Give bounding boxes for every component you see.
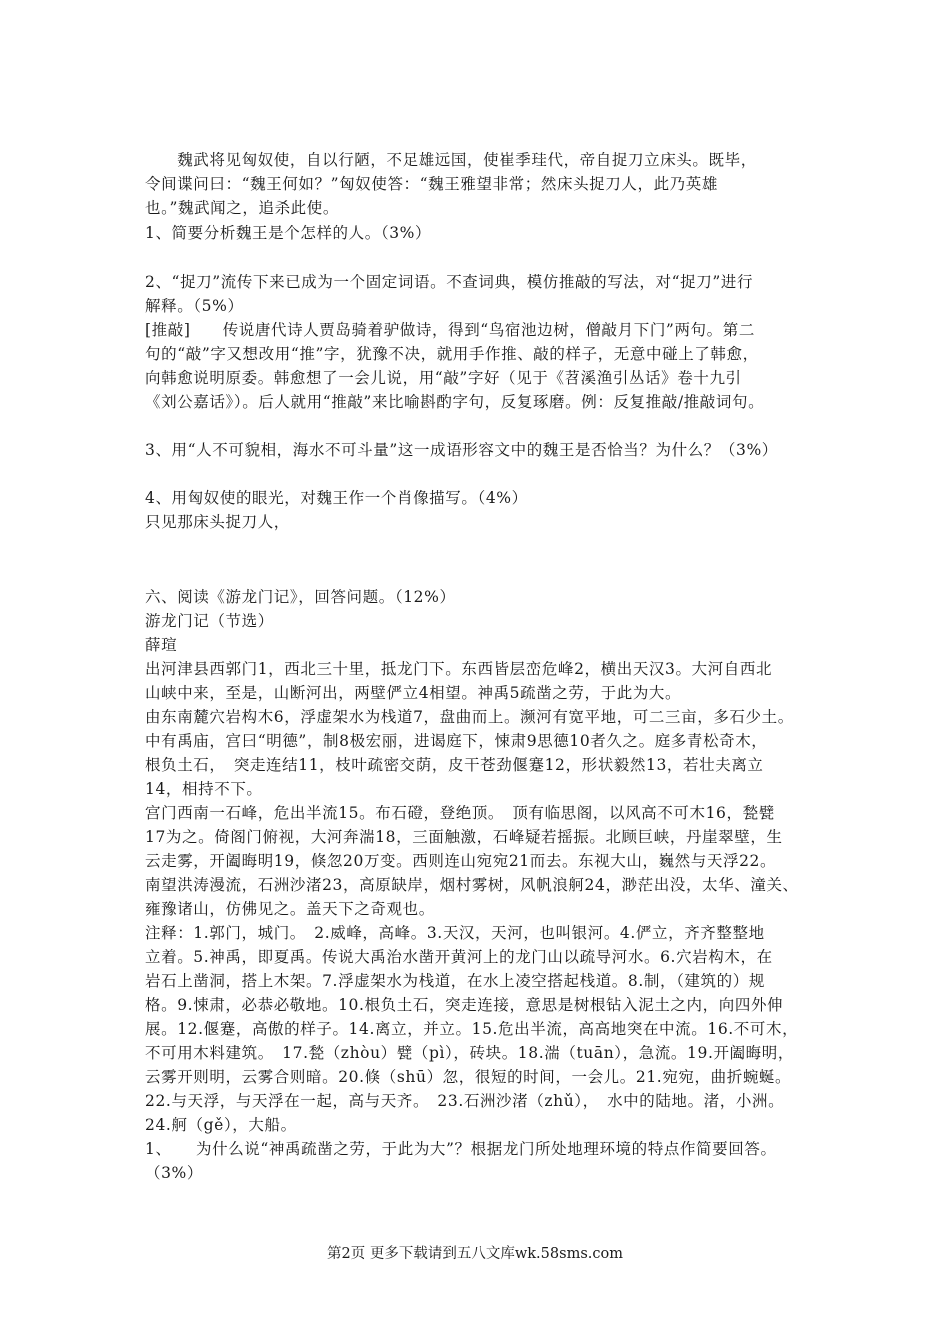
notes-line: 不可用木料建筑。 17.甃（zhòu）甓（pì），砖块。18.湍（tuān），急流。19.开阖晦明， [145,1044,794,1062]
question-4: 4、用匈奴使的眼光，对魏王作一个肖像描写。（4%） [145,489,528,507]
text-line: 也。”魏武闻之，追杀此使。 [145,199,339,217]
passage-line: 17为之。倚阁门俯视，大河奔湍18，三面触激，石峰疑若摇振。北顾巨峡，丹崖翠壁，生 [145,828,783,846]
question-3: 3、用“人不可貌相，海水不可斗量”这一成语形容文中的魏王是否恰当？为什么？（3%） [145,441,778,459]
notes-line: 展。12.偃蹇，高傲的样子。14.离立，并立。15.危出半流，高高地突在中流。16.不可木， [145,1020,799,1038]
answer-start: 只见那床头捉刀人， [145,513,290,531]
question-2: 2、“捉刀”流传下来已成为一个固定词语。不查词典，模仿推敲的写法，对“捉刀”进行 [145,273,754,291]
section-heading: 六、阅读《游龙门记》，回答问题。（12%） [145,588,456,606]
passage-line: 14，相持不下。 [145,780,263,798]
passage-line: 根负土石， 突走连结11，枝叶疏密交荫，皮干苍劲偃蹇12，形状毅然13，若壮夫离立 [145,756,764,774]
notes-line: 22.与天浮，与天浮在一起，高与天齐。 23.石洲沙渚（zhǔ）， 水中的陆地。渚，小洲。 [145,1092,785,1110]
passage-line: 雍豫诸山，仿佛见之。盖天下之奇观也。 [145,900,435,918]
text-line: 句的“敲”字又想改用“推”字，犹豫不决，就用手作推、敲的样子，无意中碰上了韩愈， [145,345,759,363]
passage-line: 云走雾，开阖晦明19，倏忽20万变。西则连山宛宛21而去。东视大山，巍然与天浮22。 [145,852,777,870]
text-line: 令间谍问曰：“魏王何如？”匈奴使答：“魏王雅望非常；然床头捉刀人，此乃英雄 [145,175,718,193]
passage-line: 出河津县西郭门1，西北三十里，抵龙门下。东西皆层峦危峰2，横出天汉3。大河自西北 [145,660,773,678]
passage-line: 由东南麓穴岩构木6，浮虚架水为栈道7，盘曲而上。濒河有宽平地，可二三亩，多石少土。 [145,708,794,726]
text-line: （3%） [145,1164,203,1182]
passage-line: 宫门西南一石峰，危出半流15。布石磴，登绝顶。 顶有临思阁，以风高不可木16，甃甓 [145,804,775,822]
page-footer: 第2页 更多下载请到五八文库wk.58sms.com [327,1246,623,1262]
notes-line: 24.舸（gě），大船。 [145,1116,297,1134]
notes-line: 云雾开则明，云雾合则暗。20.倏（shū）忽，很短的时间，一会儿。21.宛宛，曲折蜿蜒。 [145,1068,792,1086]
notes-line: 注释：1.郭门，城门。 2.威峰，高峰。3.天汉，天河，也叫银河。4.俨立，齐齐整整地 [145,924,765,942]
text-line: 魏武将见匈奴使，自以行陋，不足雄远国，使崔季珪代，帝自捉刀立床头。既毕， [145,151,757,169]
passage-author: 薛瑄 [145,636,178,654]
passage-line: 南望洪涛漫流，石洲沙渚23，高原缺岸，烟村雾树，风帆浪舸24，渺茫出没，太华、潼关、 [145,876,799,894]
tuiqiao-paragraph: [推敲] 传说唐代诗人贾岛骑着驴做诗，得到“鸟宿池边树，僧敲月下门”两句。第二 [145,321,755,339]
notes-line: 格。9.悚肃，必恭必敬地。10.根负土石，突走连接，意思是树根钻入泥土之内，向四外伸 [145,996,784,1014]
question-1: 1、简要分析魏王是个怎样的人。（3%） [145,224,432,242]
text-line: 《刘公嘉话》）。后人就用“推敲”来比喻斟酌字句，反复琢磨。例：反复推敲/推敲词句。 [145,393,765,411]
question-six-1: 1、 为什么说“神禹疏凿之劳，于此为大”？根据龙门所处地理环境的特点作简要回答。 [145,1140,777,1158]
notes-line: 岩石上凿洞，搭上木架。7.浮虚架水为栈道，在水上凌空搭起栈道。8.制，（建筑的）规 [145,972,765,990]
text-line: 向韩愈说明原委。韩愈想了一会儿说，用“敲”字好（见于《苕溪渔引丛话》卷十九引 [145,369,742,387]
notes-line: 立着。5.神禹，即夏禹。传说大禹治水凿开黄河上的龙门山以疏导河水。6.穴岩构木，在 [145,948,773,966]
passage-line: 山峡中来，至是，山断河出，两壁俨立4相望。神禹5疏凿之劳，于此为大。 [145,684,682,702]
text-line: 解释。（5%） [145,297,244,315]
passage-title: 游龙门记（节选） [145,612,274,630]
passage-line: 中有禹庙，宫曰“明德”，制8极宏丽，进谒庭下，悚肃9思德10者久之。庭多青松奇木， [145,732,768,750]
